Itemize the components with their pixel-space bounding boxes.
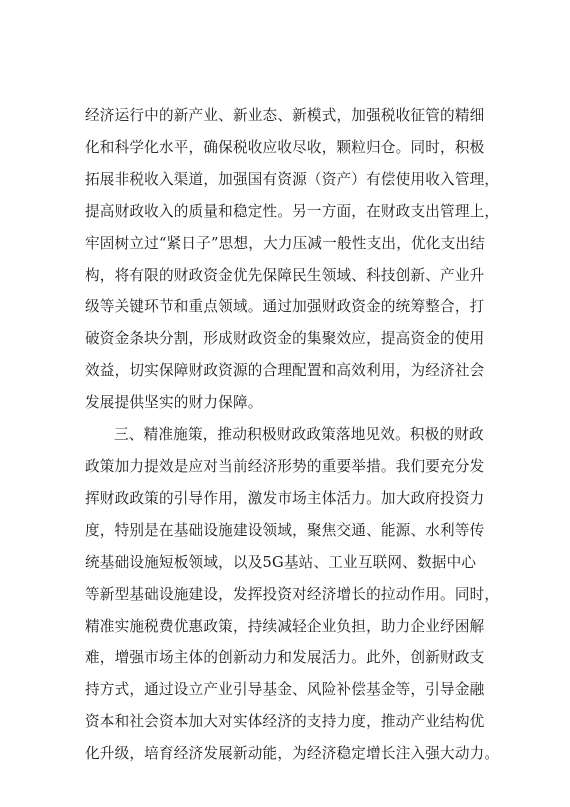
text-line: 级等关键环节和重点领域。通过加强财政资金的统筹整合，打 [85, 298, 485, 316]
text-line: 难，增强市场主体的创新动力和发展活力。此外，创新财政支 [85, 649, 485, 667]
text-line: 发展提供坚实的财力保障。 [85, 394, 263, 412]
text-line: 等新型基础设施建设，发挥投资对经济增长的拉动作用。同时， [85, 585, 500, 603]
text-line: 统基础设施短板领域，以及5G基站、工业互联网、数据中心 [85, 553, 477, 571]
text-line: 化升级，培育经济发展新动能，为经济稳定增长注入强大动力。 [85, 745, 500, 763]
text-line: 政策加力提效是应对当前经济形势的重要举措。我们要充分发 [85, 457, 485, 475]
text-line: 三、精准施策，推动积极财政政策落地见效。积极的财政 [114, 426, 484, 444]
text-line: 挥财政政策的引导作用，激发市场主体活力。加大政府投资力 [85, 489, 485, 507]
text-line: 牢固树立过“紧日子”思想，大力压减一般性支出，优化支出结 [85, 234, 485, 252]
text-line: 提高财政收入的质量和稳定性。另一方面，在财政支出管理上， [85, 202, 500, 220]
text-line: 度，特别是在基础设施建设领域，聚焦交通、能源、水利等传 [85, 521, 485, 539]
text-line: 构，将有限的财政资金优先保障民生领域、科技创新、产业升 [85, 266, 485, 284]
paragraph-section-three [85, 419, 500, 770]
text-line: 经济运行中的新产业、新业态、新模式，加强税收征管的精细 [85, 107, 485, 124]
text-line: 化和科学化水平，确保税收应收尽收，颗粒归仓。同时，积极 [85, 138, 485, 156]
paragraph-fiscal-management [85, 100, 500, 419]
text-line: 精准实施税费优惠政策，持续减轻企业负担，助力企业纾困解 [85, 617, 485, 635]
text-line: 效益，切实保障财政资源的合理配置和高效利用，为经济社会 [85, 362, 485, 380]
text-line: 破资金条块分割，形成财政资金的集聚效应，提高资金的使用 [85, 330, 485, 348]
text-line: 资本和社会资本加大对实体经济的支持力度，推动产业结构优 [85, 713, 485, 731]
text-line: 持方式，通过设立产业引导基金、风险补偿基金等，引导金融 [85, 681, 485, 699]
text-line: 拓展非税收入渠道，加强国有资源（资产）有偿使用收入管理， [85, 170, 500, 188]
